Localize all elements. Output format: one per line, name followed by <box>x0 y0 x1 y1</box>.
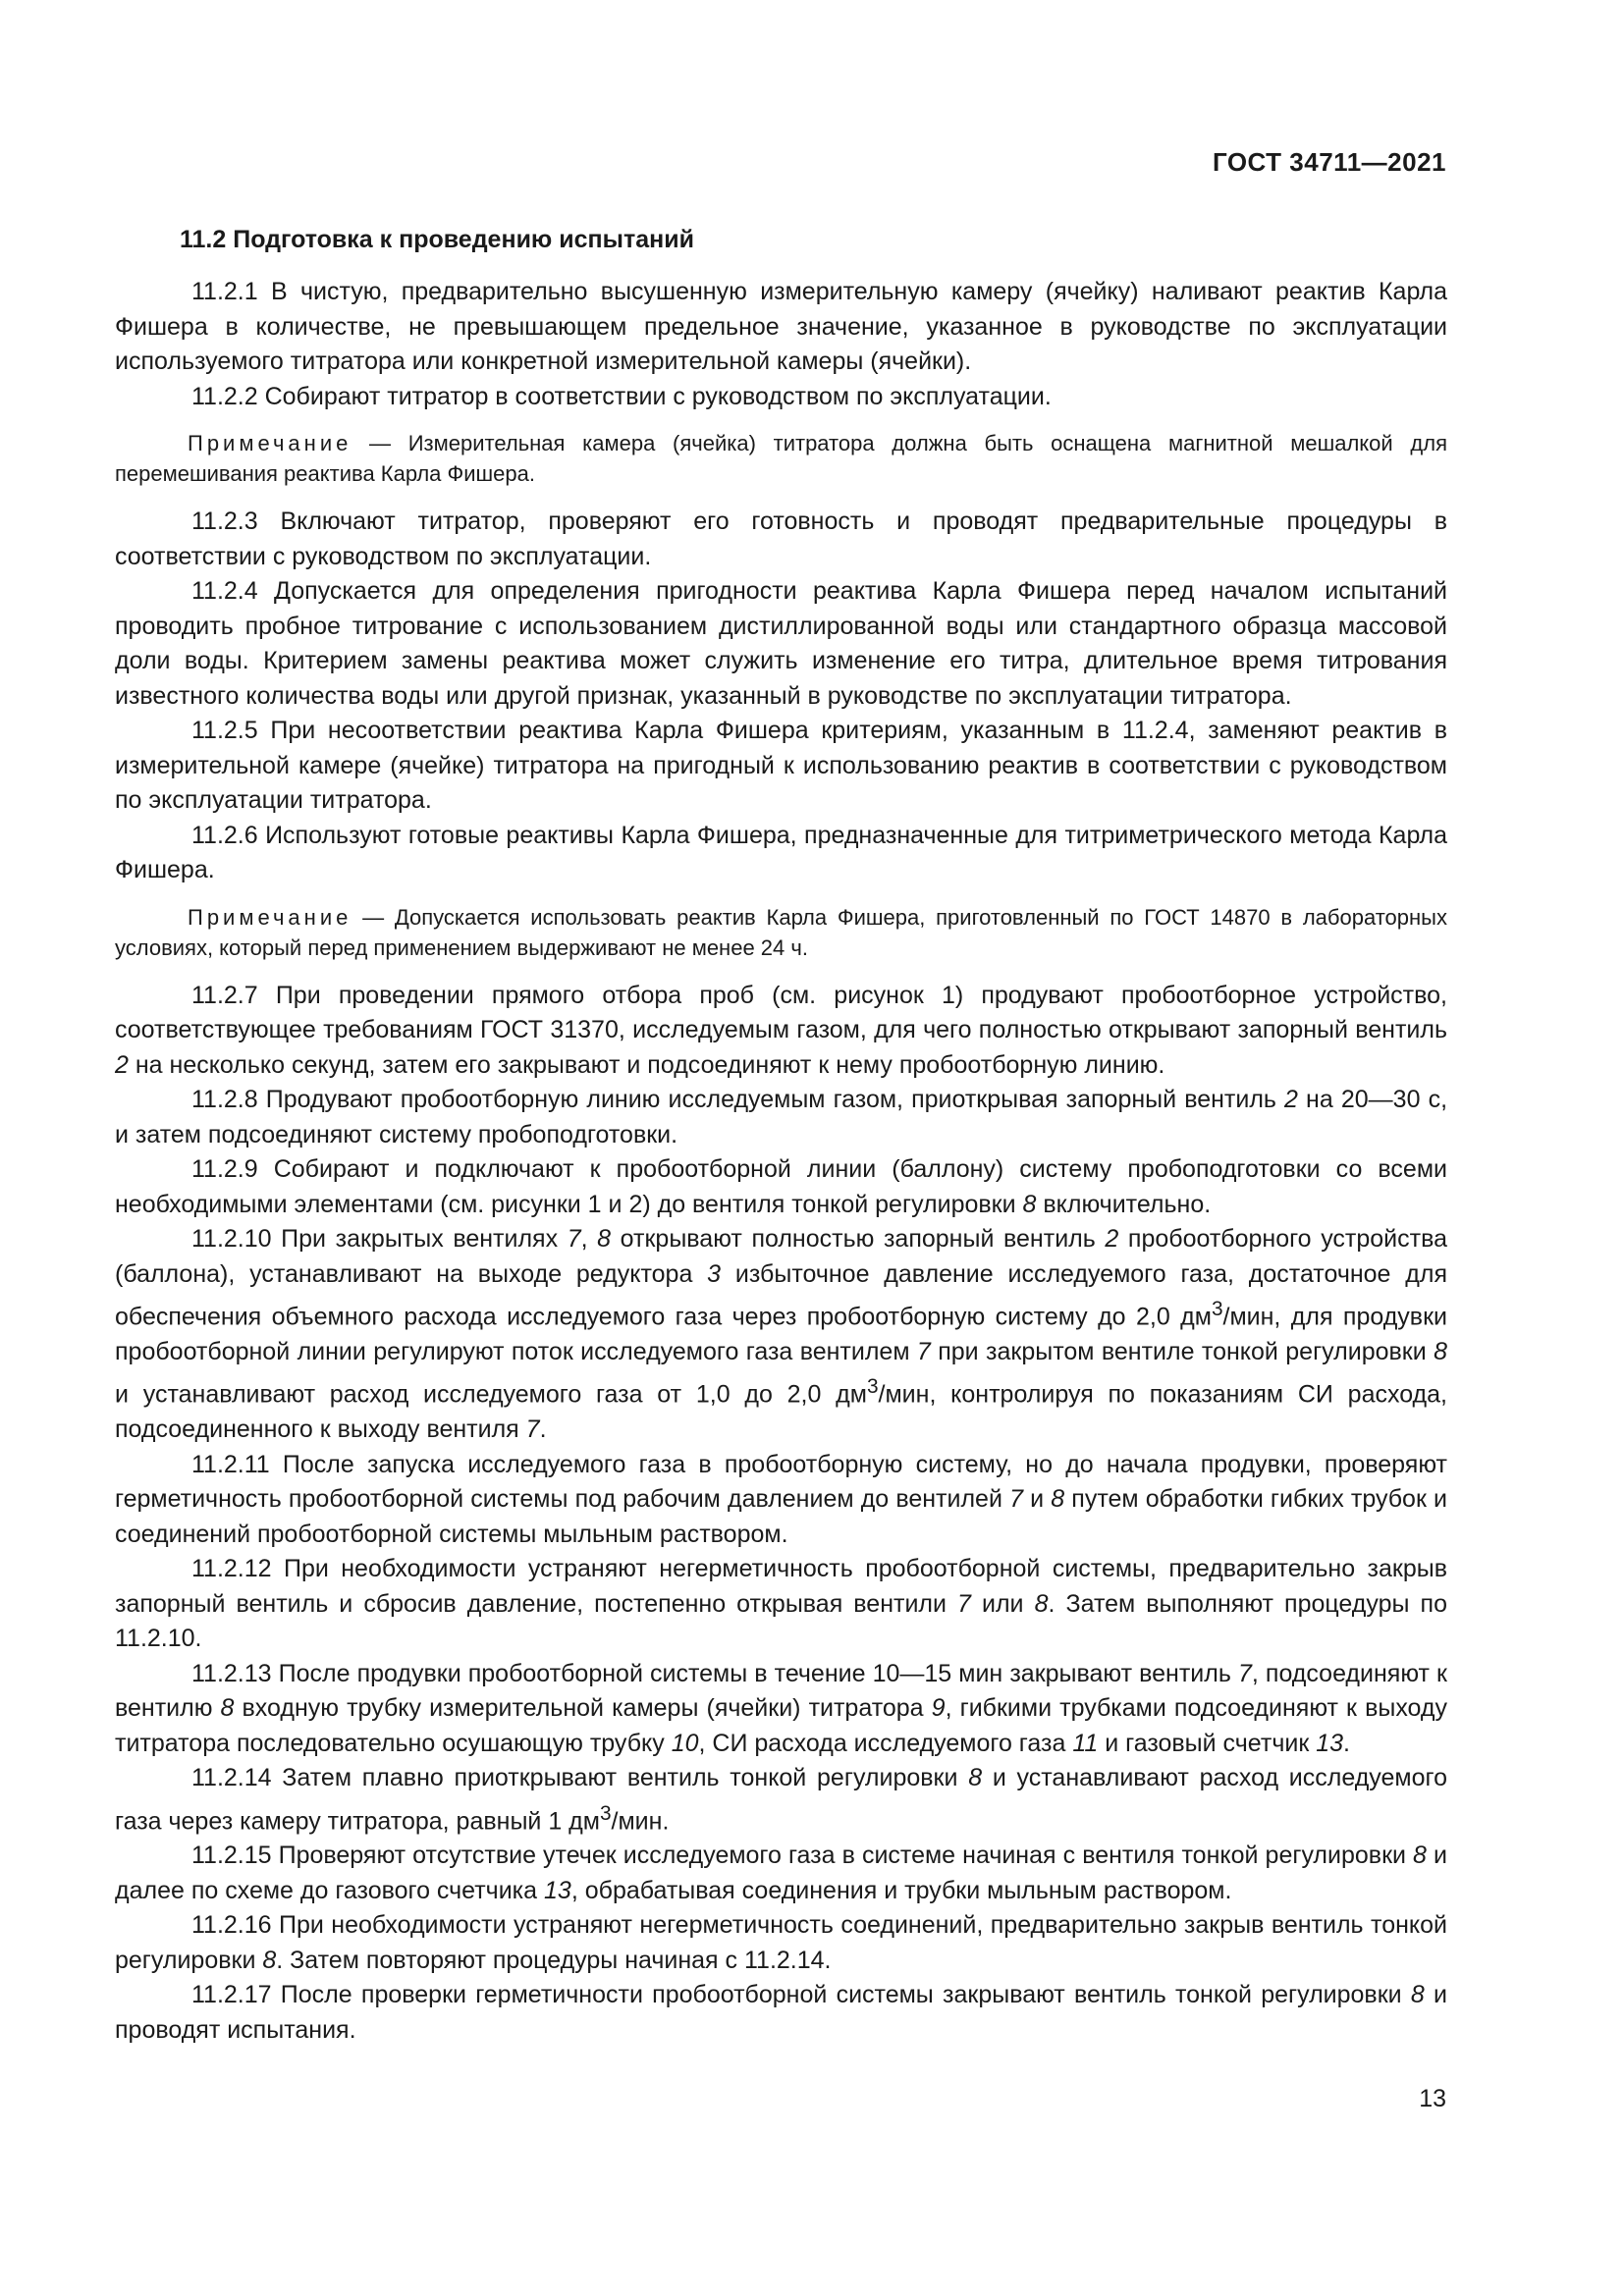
section-heading: 11.2 Подготовка к проведению испытаний <box>180 226 694 253</box>
page-number: 13 <box>1419 2085 1446 2112</box>
note-text: — Допускается использовать реактив Карла Фишера, приготовленный по ГОСТ 14870 в лабораторных условиях, который перед применением выдерживают не менее 24 ч. <box>115 904 1447 960</box>
paragraph: 11.2.2 Собирают титратор в соответствии с руководством по эксплуатации. <box>191 382 1052 410</box>
paragraph: 11.2.8 Продувают пробоотборную линию исследуемым газом, приоткрывая запорный вентиль 2 на 20—30 с, и затем подсоединяют систему пробоподготовки. <box>115 1086 1448 1148</box>
paragraph: 11.2.3 Включают титратор, проверяют его готовность и проводят предварительные процедуры в соответствии с руководством по эксплуатации. <box>115 507 1447 570</box>
note <box>115 902 1447 963</box>
paragraph: 11.2.12 При необходимости устраняют негерметичность пробоотборной системы, предварительно закрыв запорный вентиль и сбросив давление, постепенно открывая вентили 7 или 8. Затем выполняют процедуры по 11.2.10. <box>115 1555 1447 1653</box>
paragraph: 11.2.14 Затем плавно приоткрывают вентиль тонкой регулировки 8 и устанавливают расход исследуемого газа через камеру титратора, равный 1 $дм^3$/мин. <box>115 1764 1447 1835</box>
document-body <box>115 222 1447 2048</box>
paragraph: 11.2.17 После проверки герметичности пробоотборной системы закрывают вентиль тонкой регулировки 8 и проводят испытания. <box>115 1981 1447 2044</box>
paragraph: 11.2.16 При необходимости устраняют негерметичность соединений, предварительно закрыв вентиль тонкой регулировки 8. Затем повторяют процедуры начиная с 11.2.14. <box>115 1911 1447 1974</box>
note-label: Примечание <box>188 904 352 930</box>
note <box>115 428 1447 489</box>
standard-code: ГОСТ 34711—2021 <box>1212 147 1446 177</box>
paragraph: 11.2.11 После запуска исследуемого газа в пробоотборную систему, но до начала продувки, проверяют герметичность пробоотборной системы под рабочим давлением до вентилей 7 и 8 путем обработки гибких трубок и соединений пробоотборной системы мыльным раствором. <box>115 1450 1448 1548</box>
paragraph-list <box>115 275 1447 2048</box>
paragraph: 11.2.13 После продувки пробоотборной системы в течение 10—15 мин закрывают вентиль 7, подсоединяют к вентилю 8 входную трубку измерительной камеры (ячейки) титратора 9, гибкими трубками подсоединяют к выходу титратора последовательно осушающую трубку 10, СИ расхода исследуемого газа 11 и газовый счетчик 13. <box>115 1659 1447 1757</box>
note-text: — Измерительная камера (ячейка) титратора должна быть оснащена магнитной мешалкой для перемешивания реактива Карла Фишера. <box>115 431 1447 486</box>
paragraph: 11.2.5 При несоответствии реактива Карла Фишера критериям, указанным в 11.2.4, заменяют реактив в измерительной камере (ячейке) титратора на пригодный к использованию реактив в соответствии с руководством по эксплуатации титратора. <box>115 717 1447 814</box>
paragraph: 11.2.6 Используют готовые реактивы Карла Фишера, предназначенные для титриметрического метода Карла Фишера. <box>115 821 1447 883</box>
paragraph: 11.2.10 При закрытых вентилях 7, 8 открывают полностью запорный вентиль 2 пробоотборного устройства (баллона), устанавливают на выходе редуктора 3 избыточное давление исследуемого газа, достаточное для обеспечения объемного расхода исследуемого газа через пробоотборную систему до 2,0 $дм^3$/мин, для продувки пробоотборной линии регулируют поток исследуемого газа вентилем 7 при закрытом вентиле тонкой регулировки 8 и устанавливают расход исследуемого газа от 1,0 до 2,0 $дм^3$/мин, контролируя по показаниям СИ расхода, подсоединенного к выходу вентиля 7. <box>115 1225 1447 1444</box>
paragraph: 11.2.9 Собирают и подключают к пробоотборной линии (баллону) систему пробоподготовки со всеми необходимыми элементами (см. рисунки 1 и 2) до вентиля тонкой регулировки 8 включительно. <box>115 1155 1447 1218</box>
note-label: Примечание <box>188 431 352 455</box>
paragraph: 11.2.1 В чистую, предварительно высушенную измерительную камеру (ячейку) наливают реактив Карла Фишера в количестве, не превышающем предельное значение, указанное в руководстве по эксплуатации используемого титратора или конкретной измерительной камеры (ячейки). <box>115 278 1447 375</box>
paragraph: 11.2.15 Проверяют отсутствие утечек исследуемого газа в системе начиная с вентиля тонкой регулировки 8 и далее по схеме до газового счетчика 13, обрабатывая соединения и трубки мыльным раствором. <box>115 1842 1447 1904</box>
paragraph: 11.2.7 При проведении прямого отбора проб (см. рисунок 1) продувают пробоотборное устройство, соответствующее требованиям ГОСТ 31370, исследуемым газом, для чего полностью открывают запорный вентиль 2 на несколько секунд, затем его закрывают и подсоединяют к нему пробоотборную линию. <box>115 981 1447 1079</box>
paragraph: 11.2.4 Допускается для определения пригодности реактива Карла Фишера перед началом испытаний проводить пробное титрование с использованием дистиллированной воды или стандартного образца массовой доли воды. Критерием замены реактива может служить изменение его титра, длительное время титрования известного количества воды или другой признак, указанный в руководстве по эксплуатации титратора. <box>115 577 1447 710</box>
